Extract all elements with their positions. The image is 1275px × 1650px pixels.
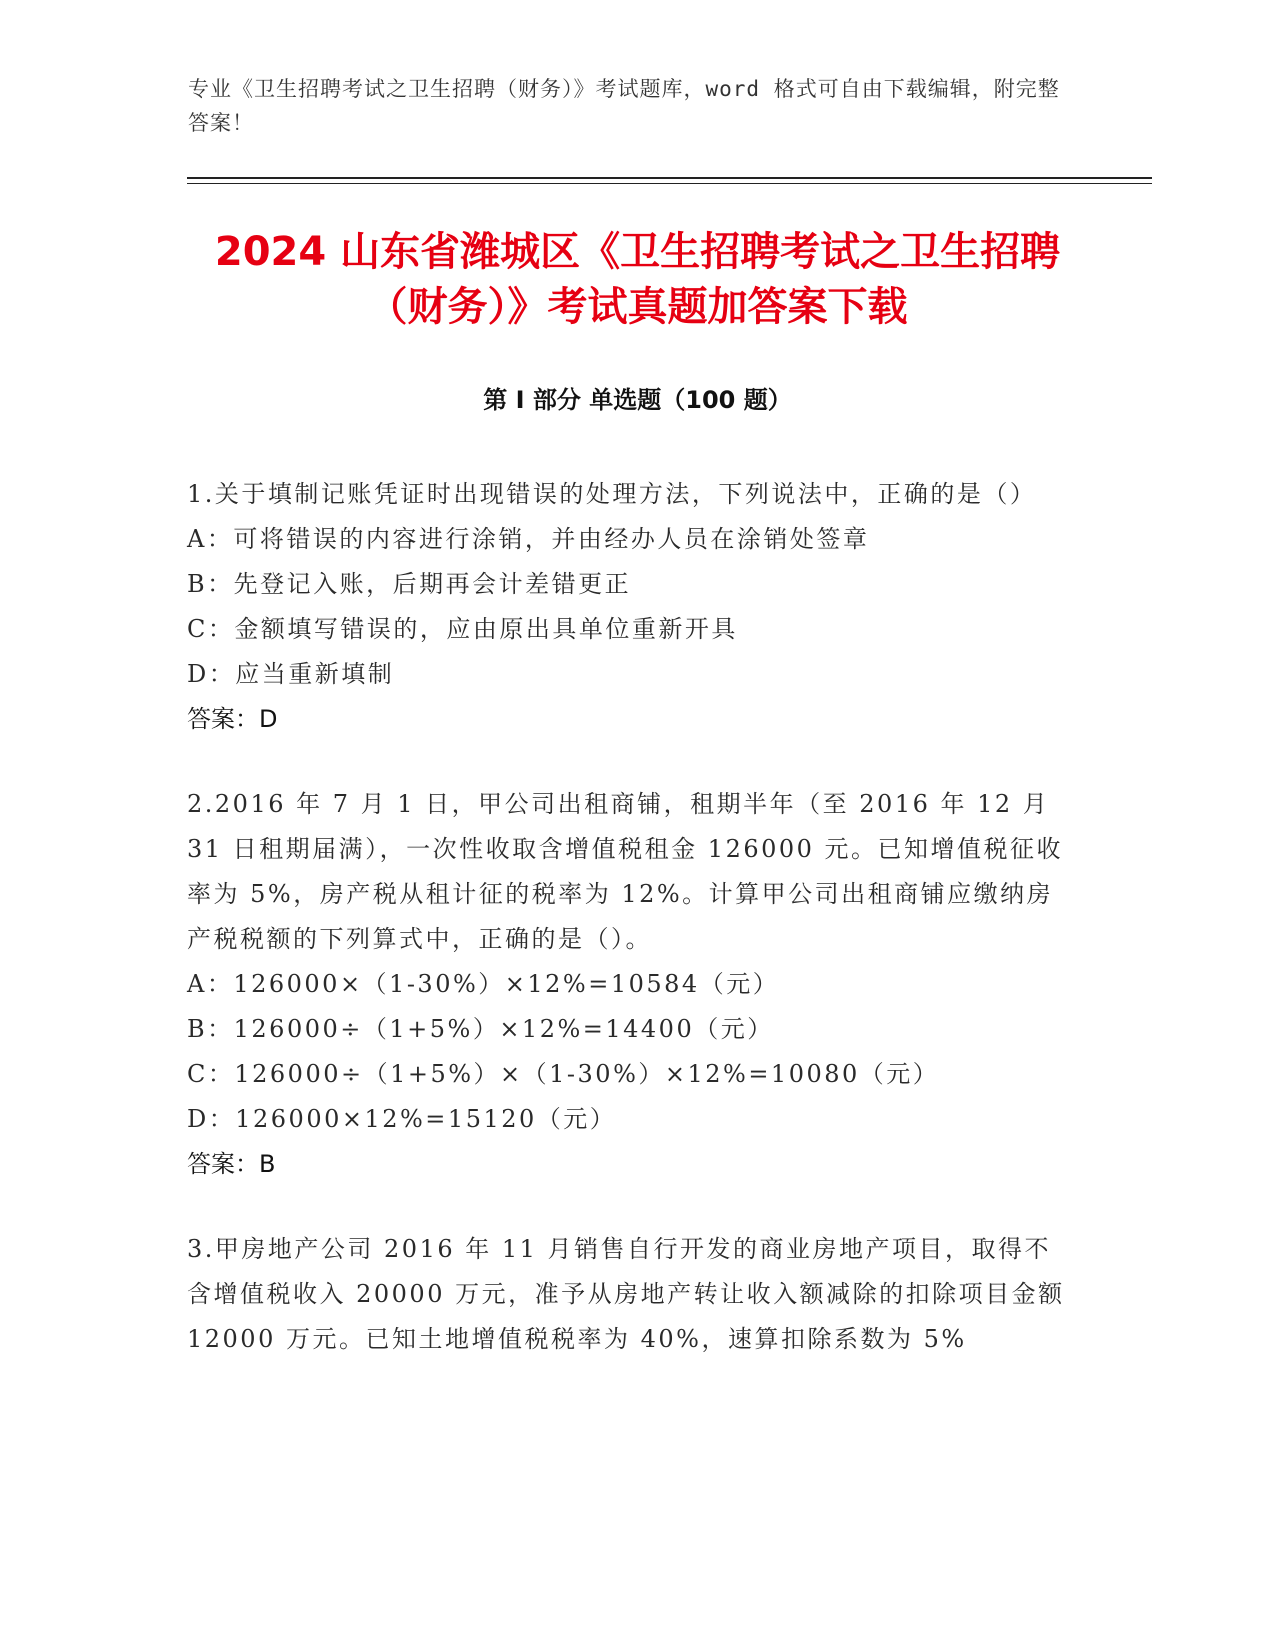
answer-label: 答案：D [187,705,278,733]
question-2 [187,782,1067,1187]
option-d: D：126000×12%=15120（元） [187,1105,617,1133]
option-a: A：126000×（1-30%）×12%=10584（元） [187,970,780,998]
document-title: 2024 山东省潍城区《卫生招聘考试之卫生招聘（财务）》考试真题加答案下载 [214,229,1061,330]
header-note: 专业《卫生招聘考试之卫生招聘（财务）》考试题库，word 格式可自由下载编辑，附完整答案！ [188,77,1060,135]
header-divider-thick [187,177,1152,179]
answer-label: 答案：B [187,1150,276,1178]
question-list [187,472,1067,1402]
section-heading: 第 I 部分 单选题（100 题） [483,386,792,414]
option-a: A：可将错误的内容进行涂销，并由经办人员在涂销处签章 [187,525,870,553]
question-text: 1.关于填制记账凭证时出现错误的处理方法，下列说法中，正确的是（） [187,480,1037,508]
question-text: 2.2016 年 7 月 1 日，甲公司出租商铺，租期半年（至 2016 年 12 月 31 日租期届满），一次性收取含增值税租金 126000 元。已知增值税征收率为 5%，房产税从租计征的税率为 12%。计算甲公司出租商铺应缴纳房产税税额的下列算式中，正确的是（）。 [187,790,1064,953]
option-c: C：金额填写错误的，应由原出具单位重新开具 [187,615,738,643]
question-1 [187,472,1067,742]
header-divider-thin [187,183,1152,184]
option-b: B：先登记入账，后期再会计差错更正 [187,570,632,598]
option-d: D：应当重新填制 [187,660,395,688]
option-b: B：126000÷（1+5%）×12%=14400（元） [187,1015,774,1043]
question-text: 3.甲房地产公司 2016 年 11 月销售自行开发的商业房地产项目，取得不含增值税收入 20000 万元，准予从房地产转让收入额减除的扣除项目金额 12000 万元。已知土地增值税税率为 40%，速算扣除系数为 5% [187,1235,1065,1353]
option-c: C：126000÷（1+5%）×（1-30%）×12%=10080（元） [187,1060,940,1088]
question-3 [187,1227,1067,1362]
